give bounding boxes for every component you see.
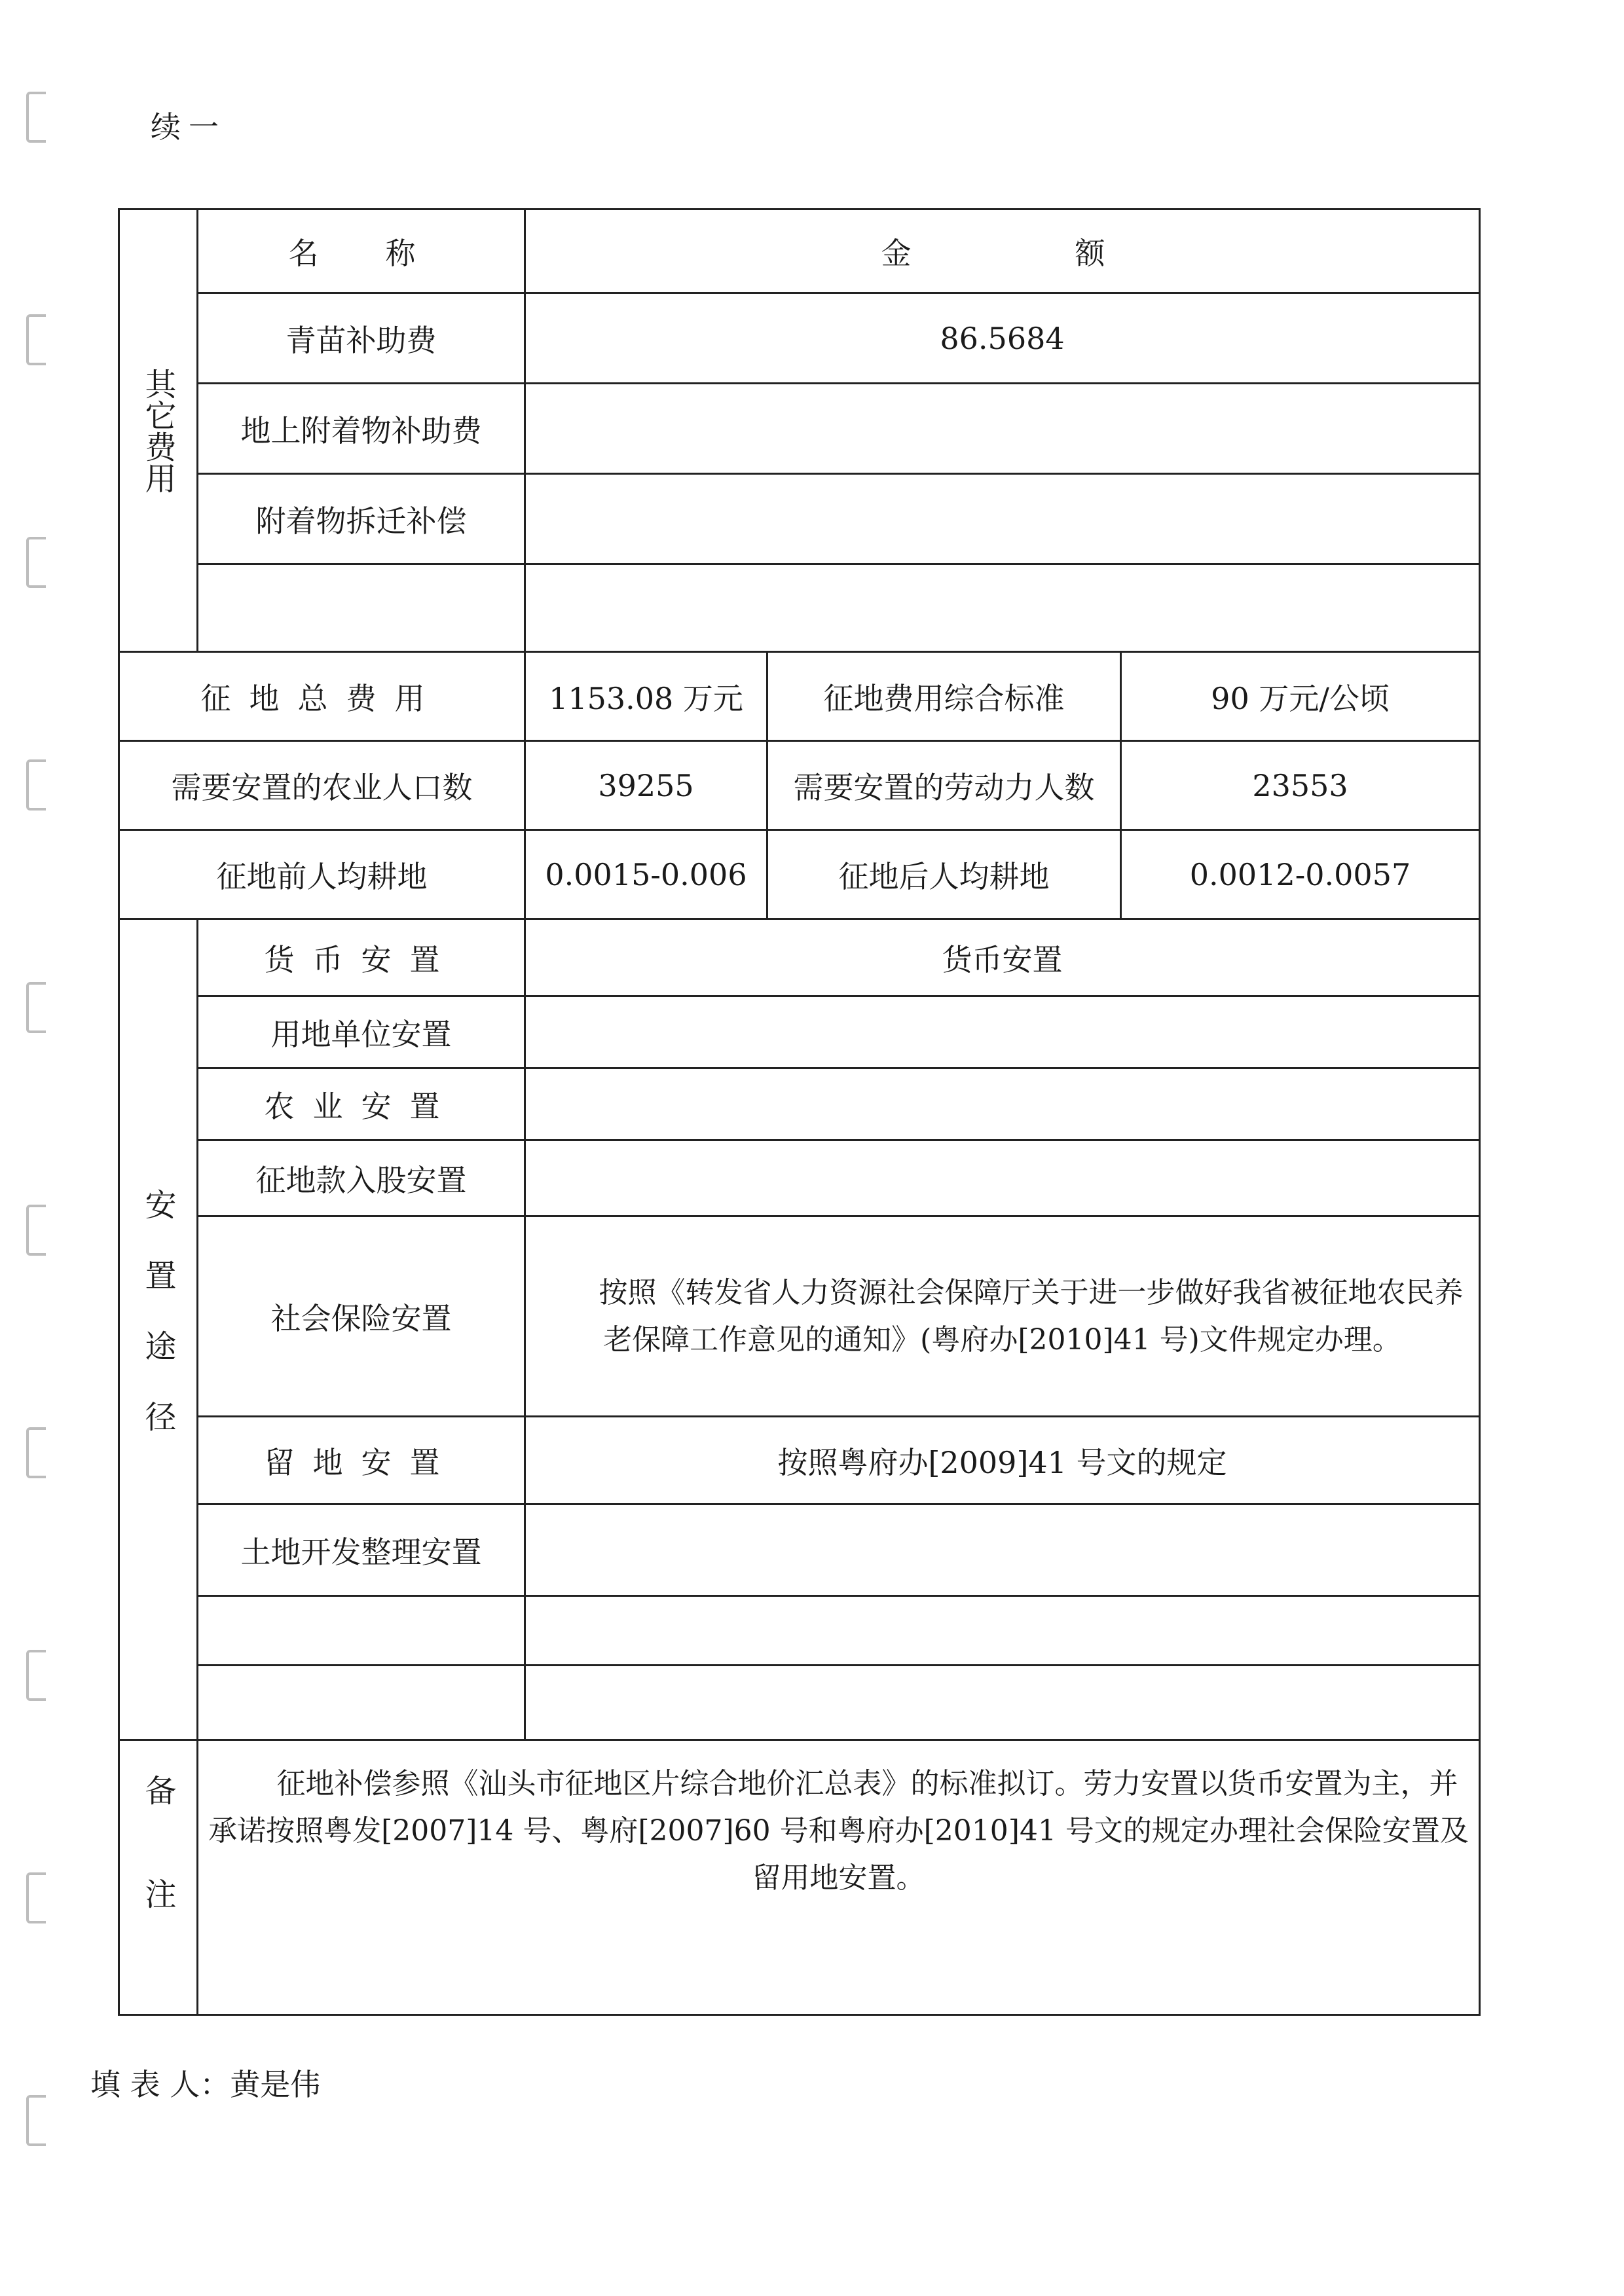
summary-value: 90 万元/公顷 <box>1121 652 1480 741</box>
binding-mark <box>26 314 46 365</box>
summary-label: 征地总费用 <box>119 652 525 741</box>
column-header-name: 名 称 <box>198 210 525 293</box>
column-header-amount: 金 额 <box>525 210 1480 293</box>
table-row <box>119 564 1480 652</box>
summary-label: 征地费用综合标准 <box>767 652 1121 741</box>
form-filler-label: 填 表 人： <box>90 2067 231 2102</box>
remarks-row <box>119 1740 1480 2015</box>
resettlement-content <box>525 1140 1480 1216</box>
fee-amount <box>525 384 1480 474</box>
fee-name: 青苗补助费 <box>198 293 525 384</box>
resettlement-content: 按照《转发省人力资源社会保障厅关于进一步做好我省被征地农民养老保障工作意见的通知》(粤府办[2010]41 号)文件规定办理。 <box>525 1216 1480 1417</box>
binding-mark <box>26 2095 46 2146</box>
binding-mark <box>26 1427 46 1478</box>
summary-row <box>119 741 1480 830</box>
fee-amount: 86.5684 <box>525 293 1480 384</box>
summary-value: 23553 <box>1121 741 1480 830</box>
resettlement-label: 安置途径 <box>119 919 198 1740</box>
form-filler-name: 黄是伟 <box>230 2067 321 2102</box>
other-fees-label: 其它费用 <box>119 210 198 652</box>
summary-label: 需要安置的劳动力人数 <box>767 741 1121 830</box>
summary-label: 征地前人均耕地 <box>119 830 525 919</box>
binding-mark <box>26 759 46 811</box>
table-row <box>119 293 1480 384</box>
table-row <box>119 1216 1480 1417</box>
resettlement-content <box>525 1596 1480 1666</box>
summary-row <box>119 830 1480 919</box>
remarks-label: 备注 <box>119 1740 198 2015</box>
summary-value: 0.0015-0.006 <box>525 830 767 919</box>
resettlement-name: 征地款入股安置 <box>198 1140 525 1216</box>
resettlement-name: 土地开发整理安置 <box>198 1504 525 1596</box>
continuation-label: 续一 <box>151 109 227 145</box>
summary-label: 需要安置的农业人口数 <box>119 741 525 830</box>
resettlement-name: 社会保险安置 <box>198 1216 525 1417</box>
table-header-row <box>119 210 1480 293</box>
table-row <box>119 1666 1480 1740</box>
remarks-text: 征地补偿参照《汕头市征地区片综合地价汇总表》的标准拟订。劳力安置以货币安置为主，并承诺按照粤发[2007]14 号、粤府[2007]60 号和粤府办[2010]41 号文的规定办理社会保险安置及留用地安置。 <box>198 1740 1480 2015</box>
resettlement-content: 按照粤府办[2009]41 号文的规定 <box>525 1417 1480 1504</box>
resettlement-name <box>198 1596 525 1666</box>
form-filler <box>90 2061 320 2104</box>
binding-mark <box>26 982 46 1033</box>
table-row <box>119 384 1480 474</box>
resettlement-name: 留地安置 <box>198 1417 525 1504</box>
summary-value: 1153.08 万元 <box>525 652 767 741</box>
fee-name: 附着物拆迁补偿 <box>198 474 525 564</box>
binding-mark <box>26 1872 46 1923</box>
fee-name: 地上附着物补助费 <box>198 384 525 474</box>
resettlement-name: 用地单位安置 <box>198 996 525 1068</box>
resettlement-content: 货币安置 <box>525 919 1480 996</box>
table-row <box>119 996 1480 1068</box>
summary-row <box>119 652 1480 741</box>
fee-amount <box>525 474 1480 564</box>
table-row <box>119 1140 1480 1216</box>
table-row <box>119 1596 1480 1666</box>
resettlement-name: 货币安置 <box>198 919 525 996</box>
binding-mark <box>26 537 46 588</box>
land-acquisition-table <box>118 208 1481 2016</box>
summary-value: 39255 <box>525 741 767 830</box>
table-row <box>119 474 1480 564</box>
binding-mark <box>26 1650 46 1701</box>
summary-value: 0.0012-0.0057 <box>1121 830 1480 919</box>
table-row <box>119 919 1480 996</box>
fee-name <box>198 564 525 652</box>
resettlement-content <box>525 1504 1480 1596</box>
resettlement-name <box>198 1666 525 1740</box>
resettlement-content <box>525 996 1480 1068</box>
fee-amount <box>525 564 1480 652</box>
table-row <box>119 1417 1480 1504</box>
resettlement-name: 农业安置 <box>198 1068 525 1140</box>
binding-mark <box>26 1205 46 1256</box>
binding-mark <box>26 92 46 143</box>
table-row <box>119 1504 1480 1596</box>
resettlement-content <box>525 1068 1480 1140</box>
resettlement-content <box>525 1666 1480 1740</box>
summary-label: 征地后人均耕地 <box>767 830 1121 919</box>
table-row <box>119 1068 1480 1140</box>
